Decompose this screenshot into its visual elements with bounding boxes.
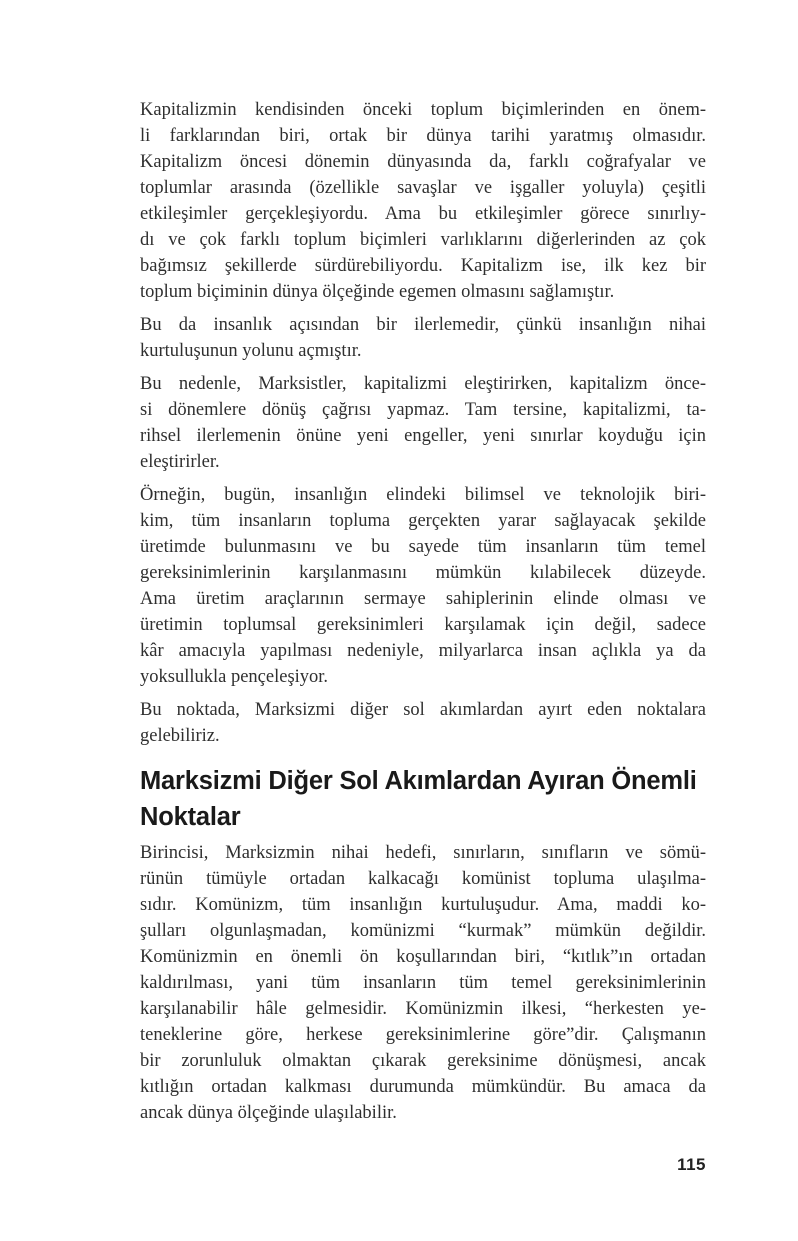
text-line: Bu da insanlık açısından bir ilerlemedir, çünkü insanlığın nihai: [140, 315, 706, 335]
text-line: yoksullukla pençeleşiyor.: [140, 667, 329, 687]
paragraph: [140, 482, 706, 690]
page-number: 115: [677, 1155, 706, 1174]
text-line: kıtlığın ortadan kalkması durumunda mümkündür. Bu amaca da: [140, 1077, 706, 1097]
text-line: şulları olgunlaşmadan, komünizmi “kurmak” mümkün değildir.: [140, 921, 706, 941]
text-line: Bu nedenle, Marksistler, kapitalizmi eleştirirken, kapitalizm önce-: [140, 374, 706, 394]
heading-line: Marksizmi Diğer Sol Akımlardan Ayıran Önemli: [140, 767, 697, 795]
text-line: Örneğin, bugün, insanlığın elindeki bilimsel ve teknolojik biri-: [140, 485, 706, 505]
text-line: toplumlar arasında (özellikle savaşlar ve işgaller yoluyla) çeşitli: [140, 178, 706, 198]
text-line: toplum biçiminin dünya ölçeğinde egemen olmasını sağlamıştır.: [140, 282, 615, 302]
text-line: si dönemlere dönüş çağrısı yapmaz. Tam tersine, kapitalizmi, ta-: [140, 400, 706, 420]
section-heading: [140, 763, 706, 835]
text-line: sıdır. Komünizm, tüm insanlığın kurtuluşudur. Ama, maddi ko-: [140, 895, 706, 915]
text-line: gereksinimlerinin karşılanmasını mümkün kılabilecek düzeyde.: [140, 563, 706, 583]
text-line: kaldırılması, yani tüm insanların tüm temel gereksinimlerinin: [140, 973, 706, 993]
paragraph: [140, 371, 706, 475]
text-line: teneklerine göre, herkese gereksinimlerine göre”dir. Çalışmanın: [140, 1025, 706, 1045]
text-line: karşılanabilir hâle gelmesidir. Komünizmin ilkesi, “herkesten ye-: [140, 999, 706, 1019]
text-line: li farklarından biri, ortak bir dünya tarihi yaratmış olmasıdır.: [140, 126, 706, 146]
text-line: Bu noktada, Marksizmi diğer sol akımlardan ayırt eden noktalara: [140, 700, 706, 720]
text-line: üretimin toplumsal gereksinimleri karşılamak için değil, sadece: [140, 615, 706, 635]
paragraph: [140, 97, 706, 305]
text-line: kurtuluşunun yolunu açmıştır.: [140, 341, 362, 361]
text-line: kim, tüm insanların topluma gerçekten yarar sağlayacak şekilde: [140, 511, 706, 531]
text-line: eleştirirler.: [140, 452, 220, 472]
text-line: Kapitalizmin kendisinden önceki toplum biçimlerinden en önem-: [140, 100, 706, 120]
text-line: üretimde bulunmasını ve bu sayede tüm insanların tüm temel: [140, 537, 706, 557]
text-line: etkileşimler gerçekleşiyordu. Ama bu etkileşimler görece sınırlıy-: [140, 204, 706, 224]
text-line: Ama üretim araçlarının sermaye sahiplerinin elinde olması ve: [140, 589, 706, 609]
paragraph: [140, 312, 706, 364]
text-line: gelebiliriz.: [140, 726, 220, 746]
text-line: Kapitalizm öncesi dönemin dünyasında da, farklı coğrafyalar ve: [140, 152, 706, 172]
text-line: bir zorunluluk olmaktan çıkarak gereksinime dönüşmesi, ancak: [140, 1051, 706, 1071]
text-line: kâr amacıyla yapılması nedeniyle, milyarlarca insan açlıkla ya da: [140, 641, 706, 661]
heading-line: Noktalar: [140, 803, 241, 831]
text-line: Komünizmin en önemli ön koşullarından biri, “kıtlık”ın ortadan: [140, 947, 706, 967]
text-line: Birincisi, Marksizmin nihai hedefi, sınırların, sınıfların ve sömü-: [140, 843, 706, 863]
text-line: dı ve çok farklı toplum biçimleri varlıklarını diğerlerinden az çok: [140, 230, 706, 250]
text-line: ancak dünya ölçeğinde ulaşılabilir.: [140, 1103, 397, 1123]
text-line: rünün tümüyle ortadan kalkacağı komünist topluma ulaşılma-: [140, 869, 706, 889]
text-column: [140, 97, 706, 1133]
text-line: bağımsız şekillerde sürdürebiliyordu. Kapitalizm ise, ilk kez bir: [140, 256, 706, 276]
text-line: rihsel ilerlemenin önüne yeni engeller, yeni sınırlar koyduğu için: [140, 426, 706, 446]
paragraph: [140, 840, 706, 1126]
paragraph: [140, 697, 706, 749]
